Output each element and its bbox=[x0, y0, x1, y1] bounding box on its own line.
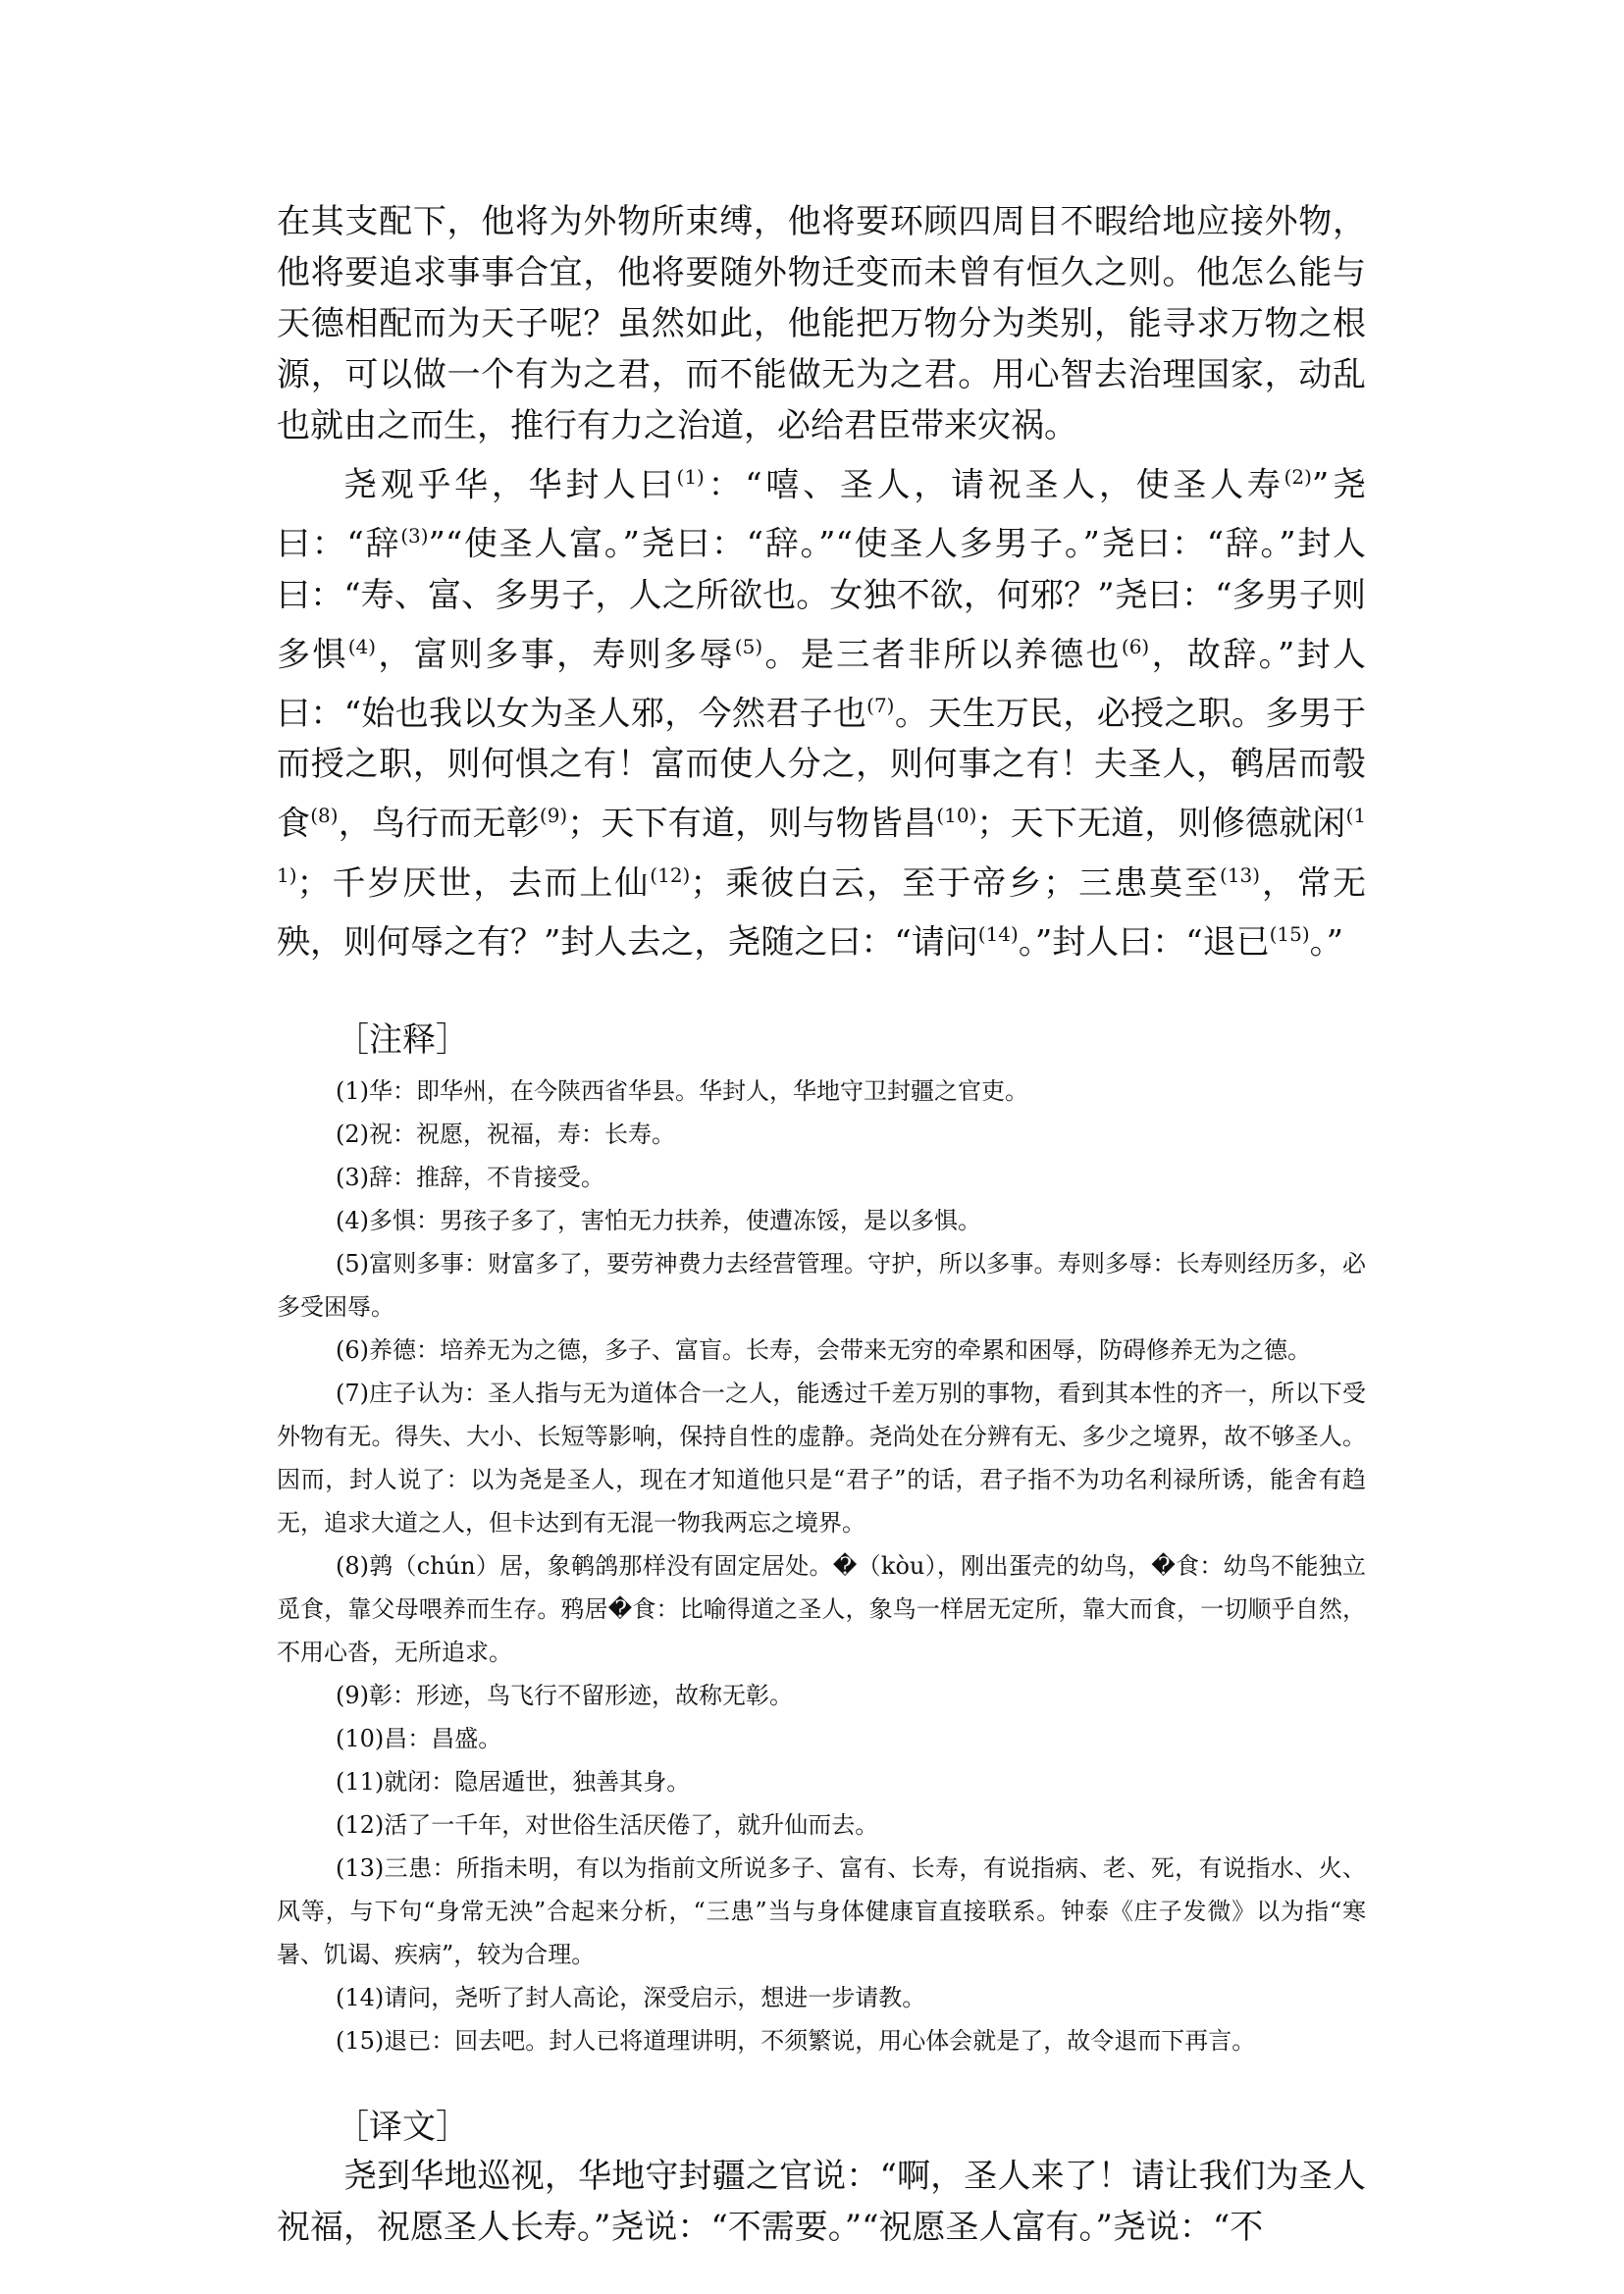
note-item: (3)辞：推辞，不肯接受。 bbox=[336, 1164, 604, 1192]
paragraph-text-segment: ”尧曰：“辞 bbox=[277, 465, 1366, 564]
footnote-marker: (8) bbox=[310, 804, 339, 828]
note-item: (2)祝：祝愿，祝福，寿：长寿。 bbox=[336, 1121, 675, 1149]
note-item: (14)请问，尧听了封人高论，深受启示，想进一步请教。 bbox=[336, 1984, 926, 2012]
footnote-marker: (3) bbox=[400, 524, 429, 548]
translation-paragraph: 尧到华地巡视，华地守封疆之官说：“啊，圣人来了！请让我们为圣人祝福，祝愿圣人长寿。”尧说：“不需要。”“祝愿圣人富有。”尧说：“不 bbox=[277, 2157, 1366, 2248]
note-item: (1)华：即华州，在今陕西省华县。华封人，华地守卫封疆之官吏。 bbox=[336, 1077, 1028, 1106]
paragraph-text-segment: ，鸟行而无彰 bbox=[338, 804, 540, 844]
paragraph-text-segment: ：“嘻、圣人，请祝圣人，使圣人寿 bbox=[704, 465, 1284, 505]
note-item: (11)就闭：隐居遁世，独善其身。 bbox=[336, 1768, 691, 1797]
paragraph-text-segment: ，故辞。”封人曰：“始也我以女为圣人邪，今然君子也 bbox=[277, 634, 1367, 734]
note-item: (5)富则多事：财富多了，要劳神费力去经营管理。守护，所以多事。寿则多辱：长寿则经历多，必多受困辱。 bbox=[277, 1250, 1366, 1322]
note-item: (15)退已：回去吧。封人已将道理讲明，不须繁说，用心体会就是了，故令退而下再言。 bbox=[336, 2027, 1256, 2056]
paragraph-text-segment: ；天下无道，则修德就闲 bbox=[976, 804, 1346, 844]
footnote-marker: (12) bbox=[650, 862, 691, 887]
footnote-marker: (5) bbox=[734, 634, 763, 658]
translation-heading: ［译文］ bbox=[336, 2108, 469, 2148]
notes-list bbox=[277, 1069, 1366, 2062]
footnote-marker: (1) bbox=[676, 465, 705, 489]
footnote-marker: (7) bbox=[866, 693, 895, 717]
note-item: (9)彰：形迹，鸟飞行不留形迹，故称无彰。 bbox=[336, 1682, 793, 1710]
paragraph-text-segment: 。天生万民，必授之职。多男于而授之职，则何惧之有！富而使人分之，则何事之有！夫圣人，鹌居而彀食 bbox=[277, 694, 1366, 844]
footnote-marker: (4) bbox=[347, 634, 377, 658]
note-item: (6)养德：培养无为之德，多子、富盲。长寿，会带来无穷的牵累和困辱，防碍修养无为之德。 bbox=[336, 1336, 1311, 1365]
paragraph-text-segment: ，常无殃，则何辱之有？”封人去之，尧随之曰：“请问 bbox=[277, 862, 1367, 963]
footnote-marker: (15) bbox=[1269, 921, 1310, 946]
body-paragraph-2 bbox=[277, 451, 1366, 967]
note-item: (7)庄子认为：圣人指与无为道体合一之人，能透过千差万别的事物，看到其本性的齐一，所以下受外物有无。得失、大小、长短等影响，保持自性的虚静。尧尚处在分辨有无、多少之境界，故不够圣人。因而，封人说了：以为尧是圣人，现在才知道他只是“君子”的话，君子指不为功名利禄所诱，能舍有趋无，追求大道之人，但卡达到有无混一物我两忘之境界。 bbox=[277, 1380, 1366, 1538]
paragraph-text-segment: ；天下有道，则与物皆昌 bbox=[567, 804, 937, 844]
paragraph-text-segment: ；乘彼白云，至于帝乡；三患莫至 bbox=[690, 862, 1221, 903]
footnote-marker: (9) bbox=[539, 804, 568, 828]
note-item: (10)昌：昌盛。 bbox=[336, 1725, 502, 1753]
note-item: (4)多惧：男孩子多了，害怕无力扶养，使遭冻馁，是以多惧。 bbox=[336, 1207, 981, 1235]
paragraph-text-segment: 。” bbox=[1309, 922, 1344, 963]
body-paragraph-1: 在其支配下，他将为外物所束缚，他将要环顾四周目不暇给地应接外物，他将要追求事事合宜，他将要随外物迁变而未曾有恒久之则。他怎么能与天德相配而为天子呢？虽然如此，他能把万物分为类别，能寻求万物之根源，可以做一个有为之君，而不能做无为之君。用心智去治理国家，动乱也就由之而生，推行有力之治道，必给君臣带来灾祸。 bbox=[277, 202, 1366, 445]
footnote-marker: (13) bbox=[1220, 862, 1261, 887]
paragraph-text-segment: ”“使圣人富。”尧曰：“辞。”“使圣人多男子。”尧曰：“辞。”封人曰：“寿、富、多男子，人之所欲也。女独不欲，何邪？”尧曰：“多男子则多惧 bbox=[277, 524, 1366, 674]
footnote-marker: (2) bbox=[1283, 465, 1312, 489]
note-item: (8)鹑（chún）居，象鹌鸽那样没有固定居处。�（kòu），刚出蛋壳的幼鸟，�食：幼鸟不能独立觅食，靠父母喂养而生存。鸦居�食：比喻得道之圣人，象鸟一样居无定所，靠大而食，一切顺乎自然，不用心沓，无所追求。 bbox=[277, 1552, 1366, 1667]
footnote-marker: (14) bbox=[977, 921, 1019, 946]
paragraph-text-segment: 尧观乎华，华封人曰 bbox=[343, 465, 677, 505]
notes-heading: ［注释］ bbox=[336, 1020, 469, 1061]
note-item: (12)活了一千年，对世俗生活厌倦了，就升仙而去。 bbox=[336, 1811, 879, 1840]
paragraph-text-segment: 。是三者非所以养德也 bbox=[762, 634, 1122, 674]
footnote-marker: (11) bbox=[277, 804, 1367, 887]
note-item: (13)三患：所指未明，有以为指前文所说多子、富有、长寿，有说指病、老、死，有说指水、火、风等，与下句“身常无泱”合起来分析，“三患”当与身体健康盲直接联系。钟泰《庄子发微》以为指“寒暑、饥谒、疾病”，较为合理。 bbox=[277, 1854, 1366, 1969]
paragraph-text-segment: ；千岁厌世，去而上仙 bbox=[296, 862, 651, 903]
paragraph-text-segment: ，富则多事，寿则多辱 bbox=[376, 634, 735, 674]
paragraph-text-segment: 。”封人曰：“退已 bbox=[1018, 922, 1270, 963]
document-page bbox=[277, 196, 1366, 2253]
footnote-marker: (6) bbox=[1121, 634, 1150, 658]
footnote-marker: (10) bbox=[936, 804, 977, 828]
